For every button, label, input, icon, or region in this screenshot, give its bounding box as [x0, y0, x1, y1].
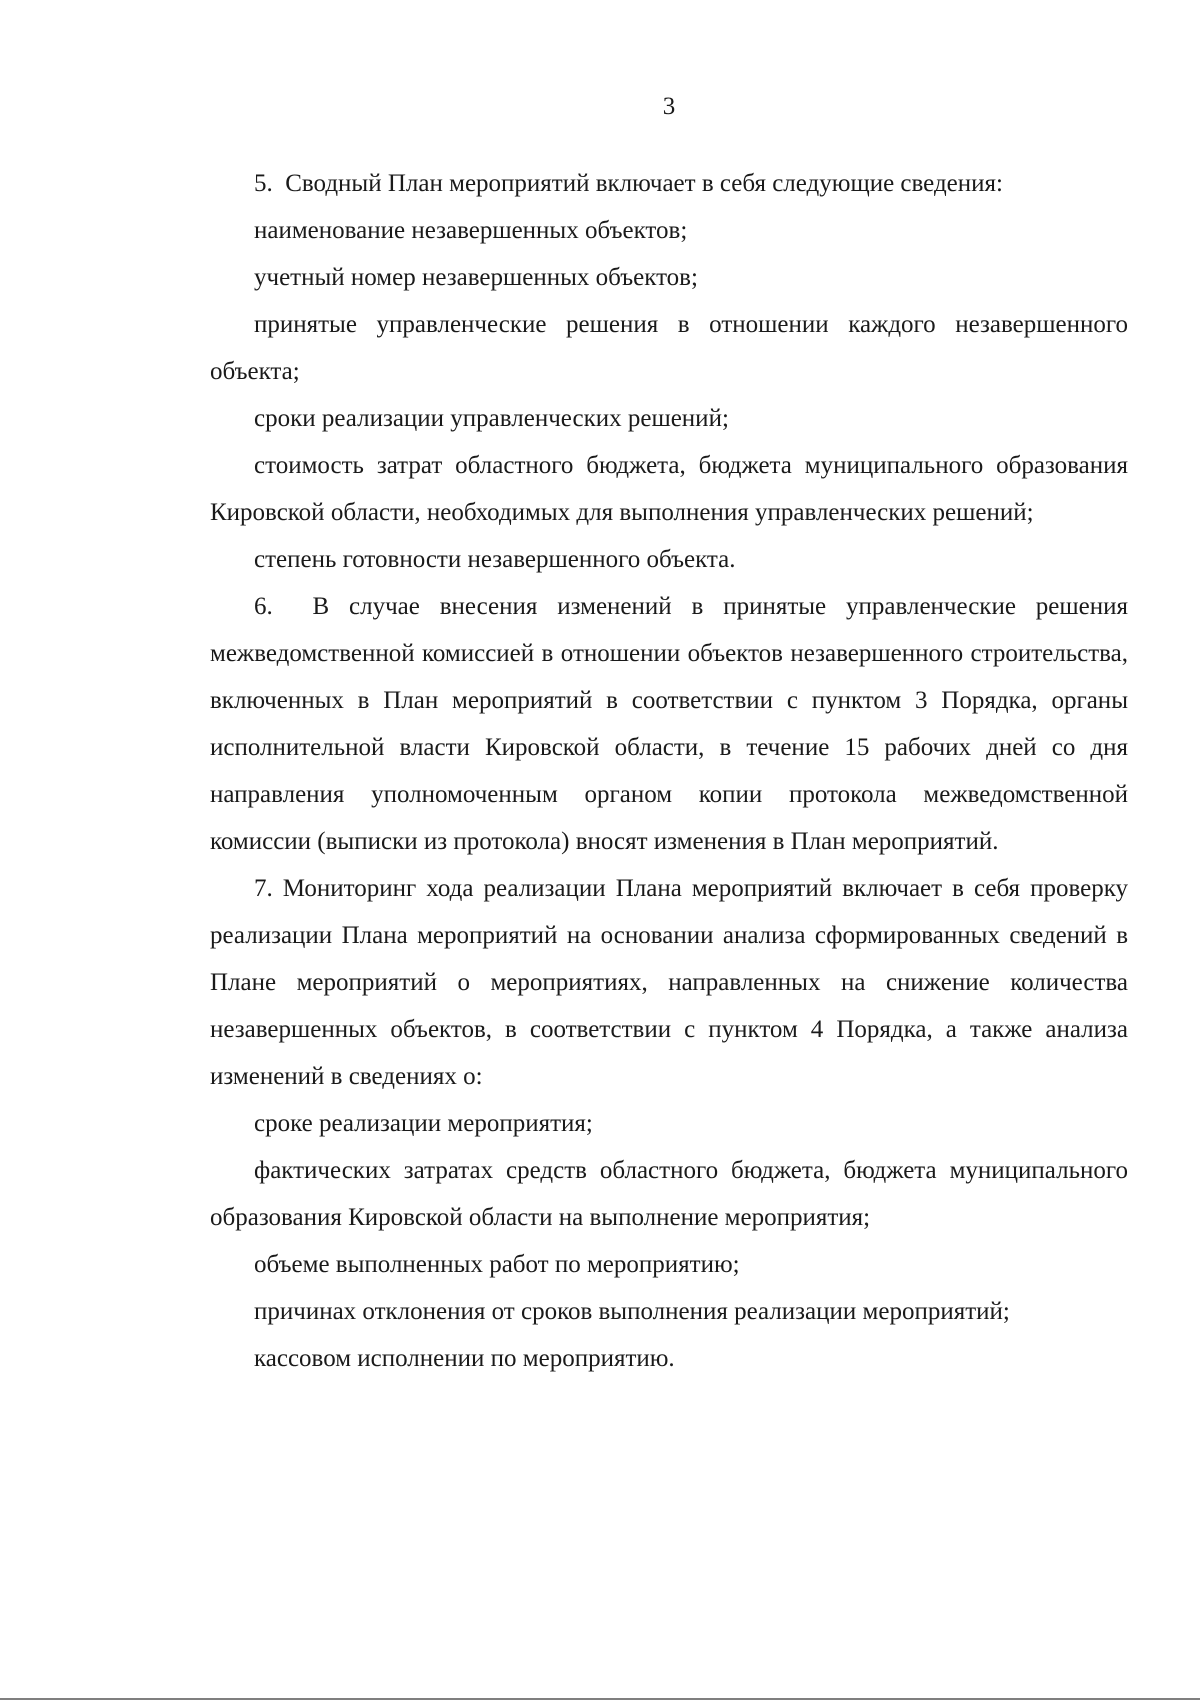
item-7-line-5: кассовом исполнении по мероприятию.: [254, 1345, 675, 1372]
page-number: 3: [662, 93, 676, 120]
item-5-line-4: сроки реализации управленческих решений;: [254, 405, 729, 432]
item-5-line-2: учетный номер незавершенных объектов;: [254, 264, 698, 291]
item-5-line-1: наименование незавершенных объектов;: [254, 217, 688, 244]
item-5-line-3: принятые управленческие решения в отношении каждого незавершенного объекта;: [210, 311, 1128, 385]
item-5-line-5: стоимость затрат областного бюджета, бюджета муниципального образования Кировской области, необходимых для выполнения управленческих решений;: [210, 452, 1128, 526]
item-5-lead: 5. Сводный План мероприятий включает в себя следующие сведения:: [254, 170, 1003, 197]
item-6-paragraph: 6. В случае внесения изменений в принятые управленческие решения межведомственной комиссией в отношении объектов незавершенного строительства, включенных в План мероприятий в соответствии с пунктом 3 Порядка, органы исполнительной власти Кировской области, в течение 15 рабочих дней со дня направления уполномоченным органом копии протокола межведомственной комиссии (выписки из протокола) вносят изменения в План мероприятий.: [210, 593, 1128, 855]
item-5-line-6: степень готовности незавершенного объекта.: [254, 546, 736, 573]
document-body: [210, 160, 1128, 1382]
item-7-line-1: сроке реализации мероприятия;: [254, 1110, 593, 1137]
item-7-paragraph: 7. Мониторинг хода реализации Плана мероприятий включает в себя проверку реализации Плана мероприятий на основании анализа сформированных сведений в Плане мероприятий о мероприятиях, направленных на снижение количества незавершенных объектов, в соответствии с пунктом 4 Порядка, а также анализа изменений в сведениях о:: [210, 875, 1128, 1090]
scan-edge-line: [0, 1698, 1200, 1700]
item-7-line-4: причинах отклонения от сроков выполнения реализации мероприятий;: [254, 1298, 1010, 1325]
item-7-line-3: объеме выполненных работ по мероприятию;: [254, 1251, 740, 1278]
item-7-line-2: фактических затратах средств областного бюджета, бюджета муниципального образования Кировской области на выполнение мероприятия;: [210, 1157, 1128, 1231]
